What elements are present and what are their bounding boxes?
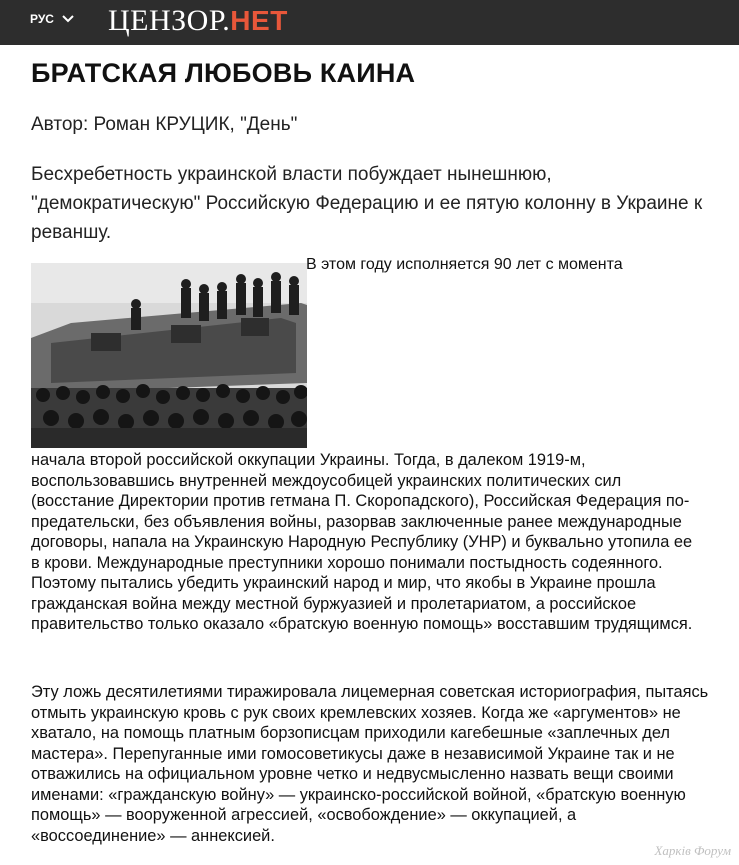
site-logo[interactable] [108,4,288,40]
language-switcher[interactable] [30,12,74,26]
logo-accent-text: НЕТ [230,5,288,36]
site-header [0,0,739,45]
watermark: Харків Форум [654,843,731,858]
article-paragraph-1: начала второй российской оккупации Украины. Тогда, в далеком 1919-м, воспользовавшись внутренней междоусобицей украинских политических сил (восстание Директории против гетмана П. Скоропадского), Российская Федерация по-предательски, без объявления войны, разорвав заключенные ранее международные договоры, напала на Украинскую Народную Республику (УНР) и буквально утопила ее в крови. Международные преступники хорошо понимали постыдность содеянного. Поэтому пытались убедить украинский народ и мир, что якобы в Украине прошла гражданская война между местной буржуазией и пролетариатом, а российское правительство только оказало «братскую военную помощь» восставшим трудящимся. [31,451,693,633]
logo-main-text: ЦЕНЗОР. [108,4,231,37]
article-paragraph-2: Эту ложь десятилетиями тиражировала лицемерная советская историография, пытаясь отмыть украинскую кровь с рук своих кремлевских хозяев. Когда же «аргументов» не хватало, на помощь платным борзописцам приходили кагебешные «заплечных дел мастера». Перепуганные ими гомосоветикусы даже в независимой Украине так и не отважились на официальном уровне четко и недвусмысленно назвать вещи своими именами: «гражданскую войну» — украинско-российской войной, «братскую военную помощь» — вооруженной агрессией, «освобождение» — оккупацией, а «воссоединение» — аннексией. [31,683,709,845]
article-title: БРАТСКАЯ ЛЮБОВЬ КАИНА [31,58,416,88]
article-paragraph-1-start: В этом году исполняется 90 лет с момента [306,256,623,273]
language-label: РУС [30,12,54,26]
historical-photo-image [31,263,307,448]
article-author: Автор: Роман КРУЦИК, "День" [31,114,298,135]
chevron-down-icon [62,15,74,23]
article-photo [31,263,307,448]
article-lead: Бесхребетность украинской власти побуждает нынешнюю, "демократическую" Российскую Федерацию и ее пятую колонну в Украине к реваншу. [31,164,703,243]
